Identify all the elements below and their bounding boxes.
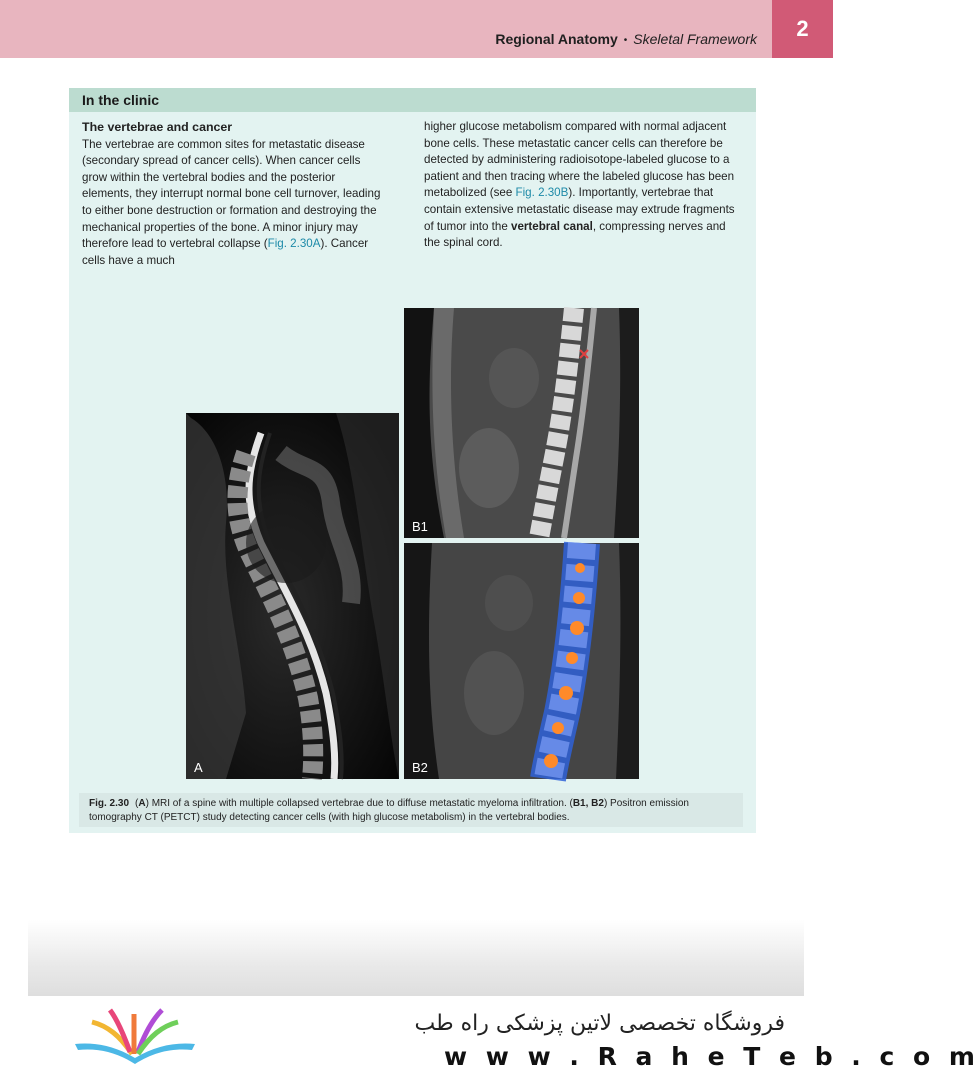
figure-panel-b1 bbox=[404, 308, 639, 538]
figure-panel-a bbox=[186, 413, 399, 779]
clinic-text-left-2: ). Cancer cells have a much bbox=[82, 237, 369, 267]
running-head-section: Regional Anatomy bbox=[495, 31, 618, 47]
panel-label-b1: B1 bbox=[412, 519, 428, 534]
watermark-url[interactable]: w w w . R a h e T e b . c o m bbox=[444, 1042, 980, 1071]
clinic-box-title: The vertebrae and cancer bbox=[82, 120, 233, 134]
page-header-band bbox=[0, 0, 833, 58]
vertebral-canal-term: vertebral canal bbox=[511, 219, 593, 233]
ct-spine-image bbox=[404, 308, 639, 538]
watermark-store-name: فروشگاه تخصصی لاتین پزشکی راه طب bbox=[414, 1011, 785, 1036]
running-head-subsection: Skeletal Framework bbox=[633, 31, 757, 47]
clinic-text-right-1: higher glucose metabolism compared with normal adjacent bone cells. These metastatic cancer cells can therefore be detected by administering radioisotope-labeled glucose to a patient and then tracing where the labeled glucose has been metabolized (see bbox=[424, 120, 735, 200]
caption-ref-b: B1, B2 bbox=[572, 798, 604, 809]
clinic-text-left-column bbox=[82, 119, 386, 269]
fig-2-30b-link[interactable]: Fig. 2.30B bbox=[515, 186, 569, 200]
clinic-text-right-3: , compressing nerves and the spinal cord. bbox=[424, 219, 726, 250]
figure-number: Fig. 2.30 bbox=[89, 798, 130, 809]
figure-panel-b2 bbox=[404, 543, 639, 779]
fig-2-30a-link[interactable]: Fig. 2.30A bbox=[267, 237, 321, 251]
open-book-logo-icon bbox=[70, 1006, 200, 1070]
chapter-number-tab: 2 bbox=[772, 0, 833, 58]
clinic-text-right-column bbox=[424, 119, 742, 252]
panel-label-a: A bbox=[194, 760, 203, 775]
panel-label-b2: B2 bbox=[412, 760, 428, 775]
caption-text-1: ( bbox=[135, 798, 139, 809]
caption-ref-a: A bbox=[138, 798, 146, 809]
clinic-text-left-1: The vertebrae are common sites for metastatic disease (secondary spread of cancer cells). When cancer cells grow within the vertebral bodies and the posterior elements, they interrupt normal bone cell turnover, leading to either bone destruction or formation and destroying the mechanical properties of the bone. A minor injury may therefore lead to vertebral collapse ( bbox=[82, 137, 381, 251]
page-bottom-shadow bbox=[28, 920, 804, 996]
mri-spine-image bbox=[186, 413, 399, 779]
running-head bbox=[495, 31, 757, 47]
figure-caption bbox=[79, 793, 743, 827]
running-head-separator: • bbox=[623, 35, 628, 46]
petct-spine-image bbox=[404, 543, 639, 779]
clinic-text-right-2: ). Importantly, vertebrae that contain extensive metastatic disease may extrude fragments of tumor into the bbox=[424, 186, 735, 233]
caption-text-2: ) MRI of a spine with multiple collapsed vertebrae due to diffuse metastatic myeloma infiltration. ( bbox=[145, 798, 573, 809]
clinic-box-header: In the clinic bbox=[69, 88, 756, 112]
caption-text-3: ) Positron emission tomography CT (PETCT) study detecting cancer cells (with high glucose metabolism) in the vertebral bodies. bbox=[89, 798, 689, 823]
